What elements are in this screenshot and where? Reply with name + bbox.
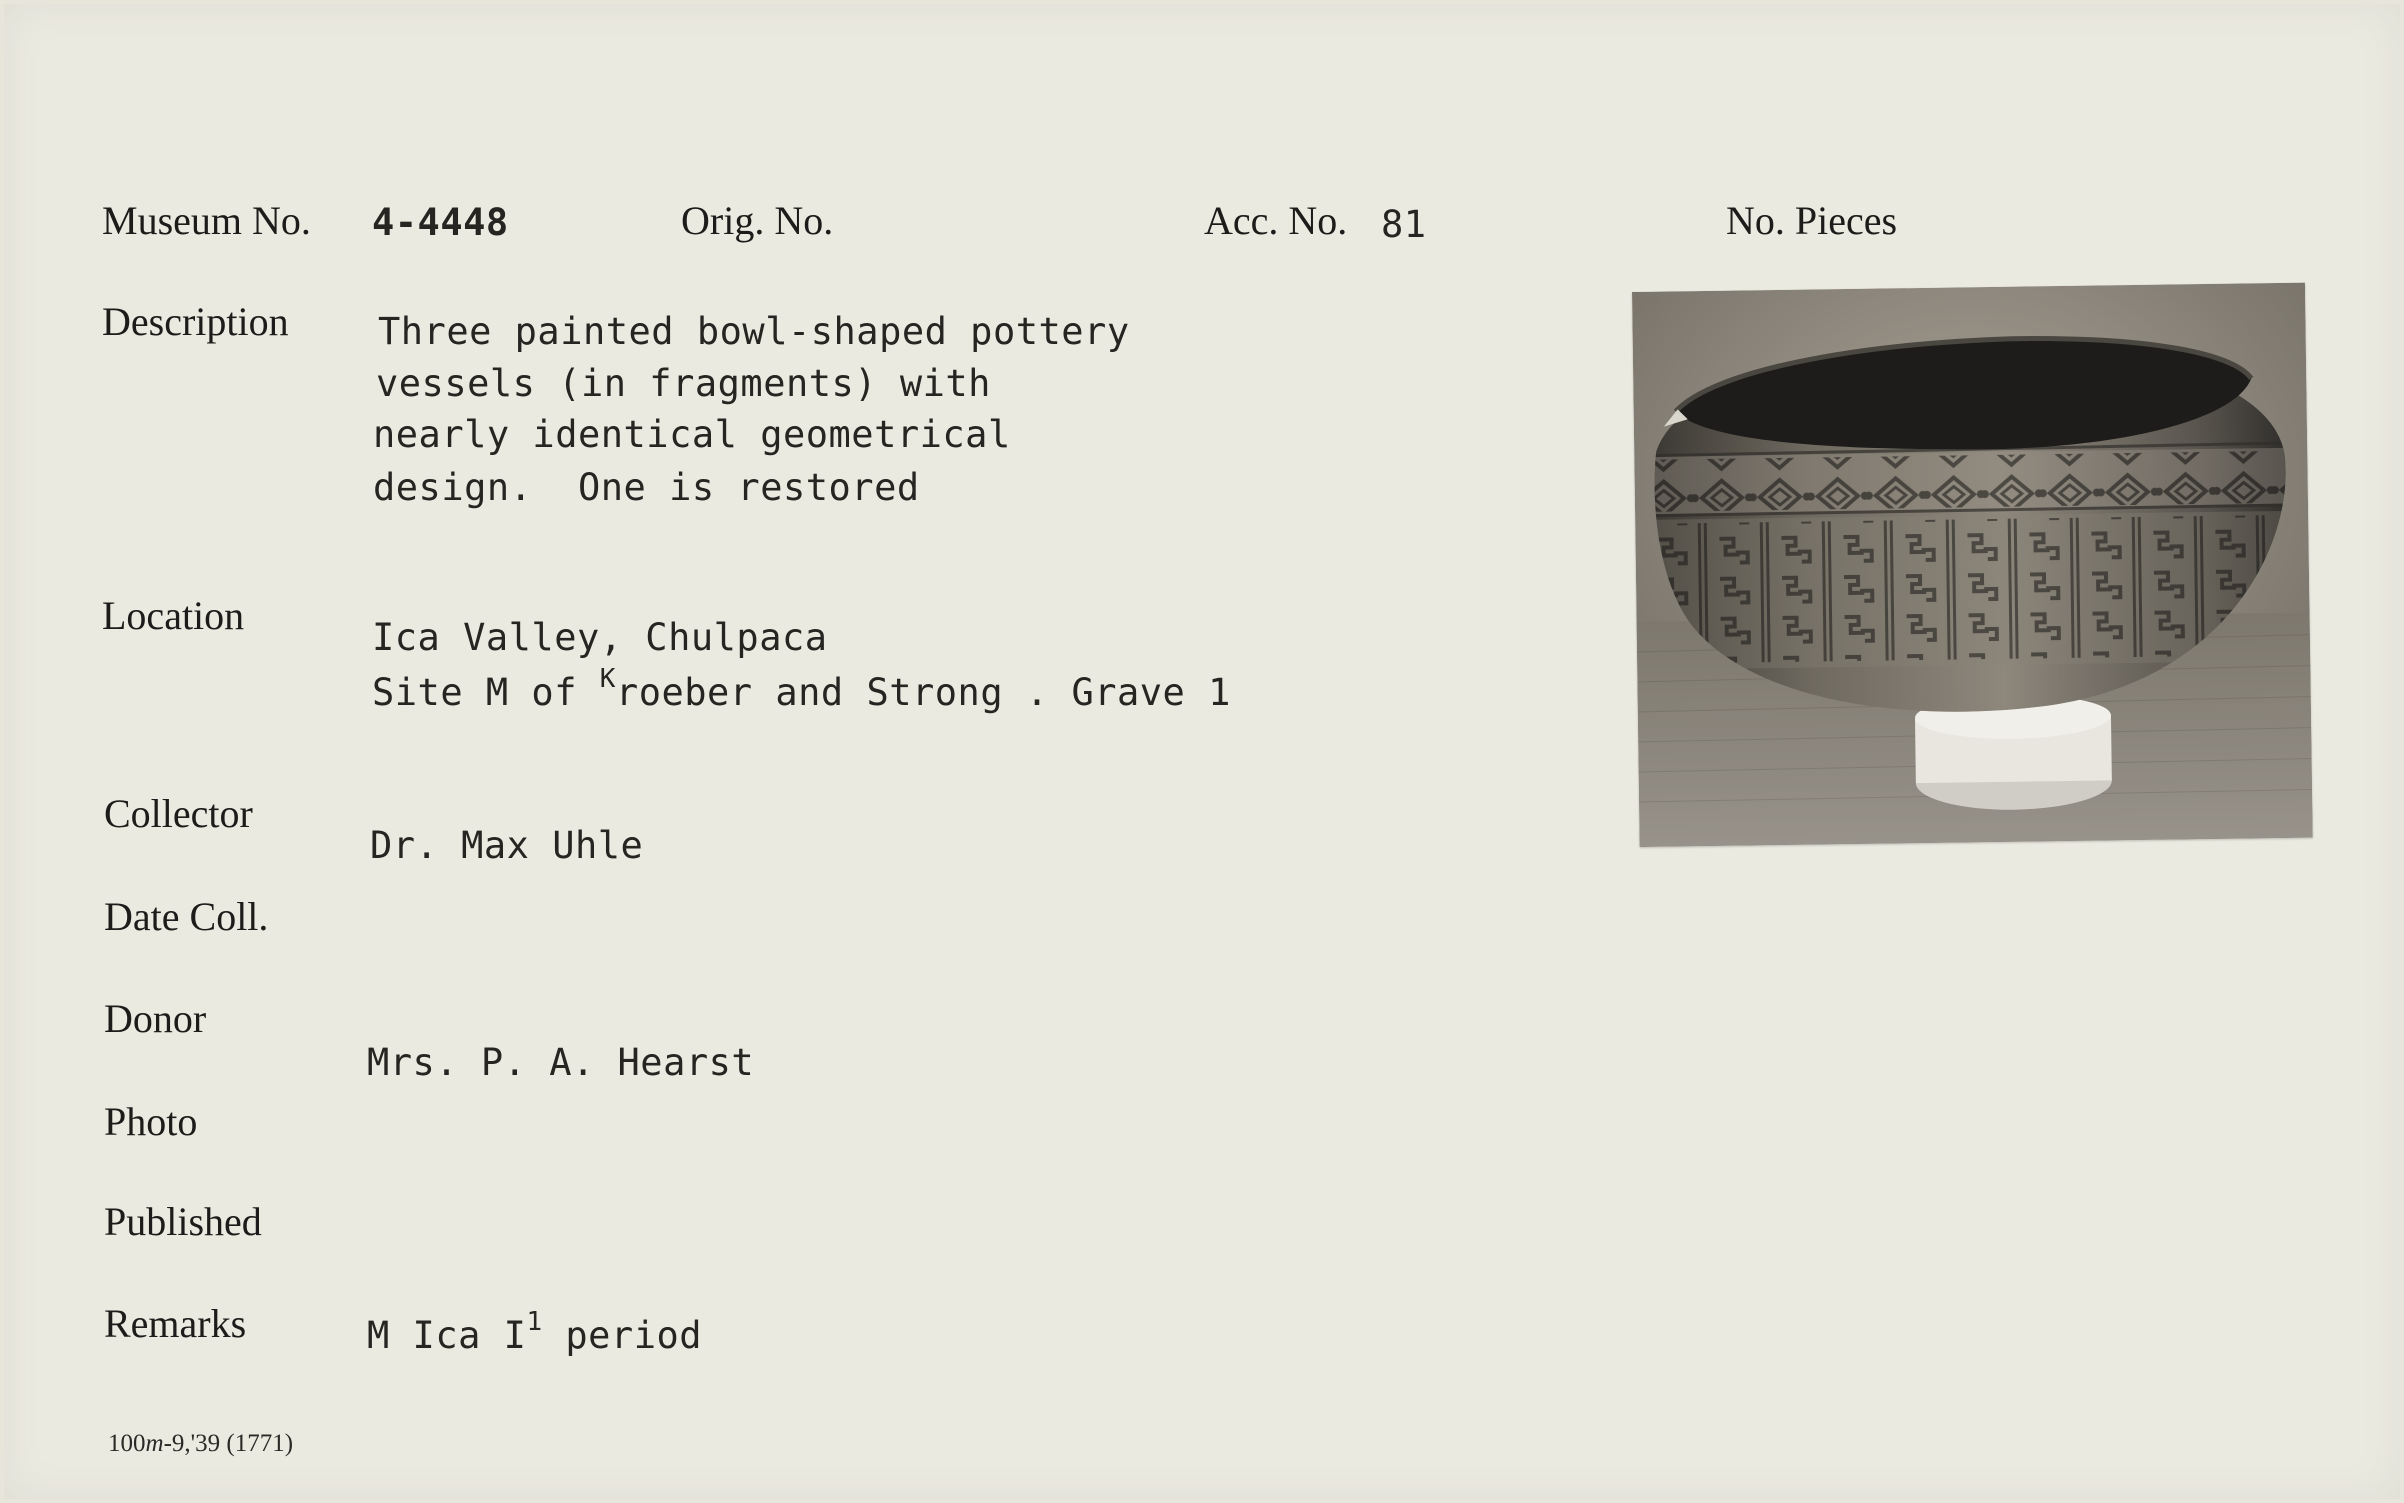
- remarks-end: period: [542, 1314, 703, 1357]
- description-label: Description: [102, 299, 289, 344]
- collector-label: Collector: [104, 791, 253, 836]
- collector-value: Dr. Max Uhle: [370, 824, 644, 867]
- form-print-code-start: 100: [108, 1430, 146, 1457]
- remarks-label: Remarks: [104, 1301, 247, 1346]
- form-print-code-end: -9,'39 (1771): [163, 1430, 294, 1457]
- no-pieces-label: No. Pieces: [1726, 198, 1898, 243]
- acc-no-label: Acc. No.: [1204, 198, 1348, 243]
- remarks-value: [367, 1307, 703, 1357]
- location-line-2-start: Site M of: [372, 671, 600, 714]
- acc-no-value: 81: [1381, 203, 1427, 246]
- museum-no-label: Museum No.: [102, 198, 311, 243]
- location-line-1: Ica Valley, Chulpaca: [372, 616, 828, 659]
- location-superscript: K: [599, 664, 616, 694]
- donor-label: Donor: [104, 996, 207, 1041]
- remarks-superscript: 1: [526, 1307, 543, 1337]
- description-line: Three painted bowl-shaped pottery: [378, 310, 1130, 353]
- bowl-photo-icon: [1632, 283, 2313, 847]
- museum-no-value: 4-4448: [372, 201, 509, 244]
- location-line-2-end: roeber and Strong . Grave 1: [615, 671, 1231, 714]
- description-line: design. One is restored: [373, 466, 920, 509]
- location-label: Location: [102, 593, 245, 638]
- photo-label: Photo: [104, 1099, 198, 1144]
- description-line: nearly identical geometrical: [373, 413, 1011, 456]
- orig-no-label: Orig. No.: [681, 198, 834, 243]
- date-coll-label: Date Coll.: [104, 894, 269, 939]
- painted-bowl-photo: [1632, 283, 2313, 847]
- catalog-card: [4, 4, 2400, 1499]
- description-line: vessels (in fragments) with: [376, 362, 991, 405]
- published-label: Published: [104, 1199, 262, 1244]
- description-text: [373, 310, 1130, 535]
- form-print-code-italic: m: [145, 1430, 164, 1457]
- location-line-2: [372, 664, 1231, 714]
- form-print-code: [108, 1431, 293, 1456]
- remarks-start: M Ica I: [367, 1314, 527, 1357]
- donor-value: Mrs. P. A. Hearst: [367, 1041, 755, 1084]
